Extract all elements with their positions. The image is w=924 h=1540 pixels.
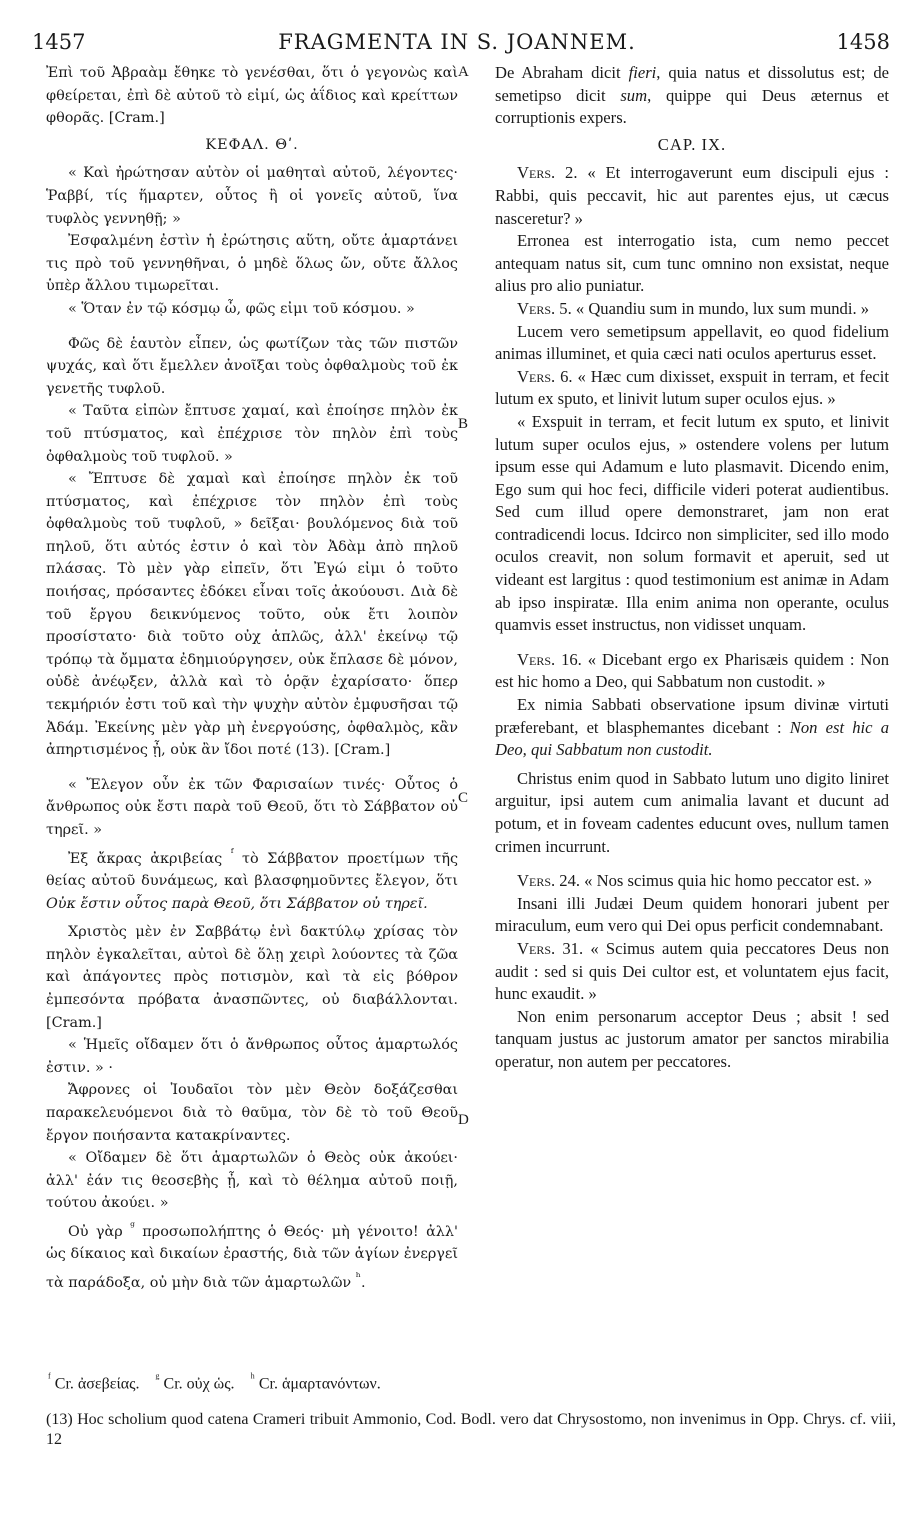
page-header [24, 30, 890, 56]
greek-column [46, 62, 458, 1294]
latin-paragraph: Ex nimia Sabbati observatione ipsum divinæ virtuti præferebant, et blasphemantes dicebant : Non est hic a Deo, qui Sabbatum non custodit. [495, 695, 889, 760]
latin-paragraph: Insani illi Judæi Deum quidem honorari jubent per miraculum, eum vero qui Dei opus perficit condemnabant. [495, 893, 889, 936]
margin-letter-d: D [458, 1112, 469, 1128]
footnote: (13) Hoc scholium quod catena Crameri tribuit Ammonio, Cod. Bodl. vero dat Chrysostomo, non invenimus in Opp. Chrys. cf. viii, 12 [46, 1411, 896, 1448]
page-number-left: 1457 [32, 30, 86, 54]
greek-paragraph: « Ἔπτυσε δὲ χαμαὶ καὶ ἐποίησε πηλὸν ἐκ τοῦ πτύσματος, καὶ ἐπέχρισε τὸν πηλὸν ἐπὶ τοὺς ὀφθαλμοὺς τοῦ τυφλοῦ, » δεῖξαι· βουλόμενος διὰ τοῦ πηλοῦ, ὅτι αὐτός ἐστιν ὁ καὶ τὸν Ἀδὰμ ἀπὸ πηλοῦ πλάσας. Τὸ μὲν γὰρ εἰπεῖν, ὅτι Ἐγώ εἰμι ὁ τοῦτο ποιήσας, πρόσαντες ἐδόκει εἶναι τοῖς ἀκούουσι. Διὰ δὲ τοῦ ἔργου δεικνύμενος τοῦτο, οὐκ ἔτι λοιπὸν προσίστατο· διὰ τοῦτο οὐχ ἁπλῶς, ἀλλ' ἐκείνῳ τῷ τρόπῳ τὰ ὄμματα ἐδημιούργησεν, οὐκ ἔπλασε δὲ μόνον, οὐδὲ ἀνέῳξεν, ἀλλὰ καὶ τὸ ὁρᾷν ἐχαρίσατο· ὅπερ τεκμήριόν ἐστι τοῦ καὶ τὴν ψυχὴν αὐτὸν ἐμφυσῆσαι τῷ Ἀδάμ. Ἐκείνης μὲν γὰρ μὴ ἐνεργούσης, ὀφθαλμὸς, κἂν ἀπηρτισμένος ᾖ, οὐκ ἂν ἴδοι ποτέ (13). [Cram.] [46, 471, 458, 759]
latin-verse: Vers. 6. « Hæc cum dixisset, exspuit in terram, et fecit lutum ex sputo, et linivit lutum super oculos ejus. » [495, 366, 890, 409]
greek-paragraph: « Ἔλεγον οὖν ἐκ τῶν Φαρισαίων τινές· Οὗτος ὁ ἄνθρωπος οὐκ ἔστι παρὰ τοῦ Θεοῦ, ὅτι τὸ Σάββατον οὐ τηρεῖ. » [46, 776, 458, 838]
greek-paragraph: Ἐξ ἄκρας ἀκριβείας $^ᶠ$ τὸ Σάββατον προετίμων τῆς θείας αὐτοῦ δυνάμεως, καὶ βλασφημοῦντες ἔλεγον, ὅτι Οὐκ ἔστιν οὗτος παρὰ Θεοῦ, ὅτι Σάββατον οὐ τηρεῖ. [46, 845, 458, 912]
greek-paragraph: Ἐσφαλμένη ἐστὶν ἡ ἐρώτησις αὕτη, οὔτε ἁμαρτάνει τις πρὸ τοῦ γεννηθῆναι, ὁ μηδὲ ὅλως ὤν, οὔτε ἄλλος ὑπὲρ ἄλλου τιμωρεῖται. [46, 233, 458, 295]
latin-column [495, 62, 889, 1074]
greek-paragraph: « Ἡμεῖς οἴδαμεν ὅτι ὁ ἄνθρωπος οὗτος ἁμαρτωλός ἐστιν. » · [46, 1037, 458, 1076]
running-title: FRAGMENTA IN S. JOANNEM. [278, 30, 636, 54]
latin-paragraph: Lucem vero semetipsum appellavit, eo quod fidelium animas illuminet, et quia cæci nati oculos aperturus esset. [495, 321, 889, 364]
greek-chapter-heading: ΚΕΦΑΛ. Θʹ. [205, 136, 299, 153]
margin-letter-b: B [458, 416, 469, 432]
greek-paragraph: Ἐπὶ τοῦ Ἀβραὰμ ἔθηκε τὸ γενέσθαι, ὅτι ὁ γεγονὼς καὶ φθείρεται, ἐπὶ δὲ αὐτοῦ τὸ εἰμί, ὡς ἀΐδιος καὶ κρείττων φθορᾶς. [Cram.] [46, 65, 458, 127]
latin-paragraph: De Abraham dicit fieri, quia natus et dissolutus est; de semetipso dicit sum, quippe qui Deus æternus et corruptionis expers. [495, 63, 889, 128]
textual-notes: $^ᶠ$ Cr. ἀσεβείας. $^ᵍ$ Cr. οὐχ ὡς. $^ʰ$ Cr. ἁμαρτανόντων. [48, 1370, 381, 1393]
latin-verse: Vers. 31. « Scimus autem quia peccatores Deus non audit : sed si quis Dei cultor est, et voluntatem ejus facit, hunc exaudit. » [495, 938, 890, 1004]
page-number-right: 1458 [836, 30, 890, 54]
greek-paragraph: « Ταῦτα εἰπὼν ἔπτυσε χαμαί, καὶ ἐποίησε πηλὸν ἐκ τοῦ πτύσματος, καὶ ἐπέχρισε τὸν πηλὸν ἐπὶ τοὺς ὀφθαλμοὺς τοῦ τυφλοῦ. » [46, 403, 458, 465]
latin-paragraph: Non enim personarum acceptor Deus ; absit ! sed tanquam justus ac justorum amator per sanctos mirabilia operatur, non autem per peccatores. [495, 1006, 889, 1071]
margin-letter-a: A [458, 64, 469, 80]
greek-paragraph: Χριστὸς μὲν ἐν Σαββάτῳ ἑνὶ δακτύλῳ χρίσας τὸν πηλὸν ἐγκαλεῖται, αὐτοὶ δὲ ὅλῃ χειρὶ λούοντες τὰ ζῶα καὶ ἀπάγοντες πρὸς ποτισμὸν, καὶ τὰ εἰς βόθρον ἐμπεσόντα πρόβατα ἀνασπῶντες, οὐ διαβάλλονται. [Cram.] [46, 924, 458, 1031]
greek-paragraph: Φῶς δὲ ἑαυτὸν εἶπεν, ὡς φωτίζων τὰς τῶν πιστῶν ψυχάς, καὶ ὅτι ἔμελλεν ἀνοῖξαι τοὺς ὀφθαλμοὺς τοῦ ἐκ γενετῆς τυφλοῦ. [46, 335, 458, 397]
greek-paragraph: Οὐ γὰρ $^ᵍ$ προσωπολήπτης ὁ Θεός· μὴ γένοιτο! ἀλλ' ὡς δίκαιος καὶ δικαίων ἐραστής, διὰ τῶν ἁγίων ἐνεργεῖ τὰ παράδοξα, οὐ μὴν διὰ τῶν ἁμαρτωλῶν $^ʰ$. [46, 1218, 458, 1291]
latin-paragraph: « Exspuit in terram, et fecit lutum ex sputo, et linivit lutum super oculos ejus, » ostendere volens per lutum ipsum esse qui Adamum e luto plasmavit. Dicendo enim, Ego sum qui hoc feci, difficile videri poterat audientibus. Sed cum illud opere demonstraret, jam non erat contradicendi locus. Idcirco non simpliciter, sed illo modo oculos creavit, non solum formavit et aperuit, sed ut videant est largitus : quod testimonium est animæ in Adam ab ipso inspiratæ. Illa enim anima non operante, oculus quamvis esset instructus, non vidisset unquam. [495, 411, 889, 635]
greek-paragraph: « Ὅταν ἐν τῷ κόσμῳ ὦ, φῶς εἰμι τοῦ κόσμου. » [68, 300, 415, 317]
latin-verse: Vers. 16. « Dicebant ergo ex Pharisæis quidem : Non est hic homo a Deo, qui Sabbatum non custodit. » [495, 649, 889, 692]
greek-paragraph: Ἄφρονες οἱ Ἰουδαῖοι τὸν μὲν Θεὸν δοξάζεσθαι παρακελευόμενοι διὰ τὸ θαῦμα, τὸν δὲ τὸ τοῦ Θεοῦ ἔργον ποιήσαντα κατακρίναντες. [46, 1082, 458, 1144]
latin-paragraph: Christus enim quod in Sabbato lutum uno digito liniret arguitur, ipsi autem cum animalia lavant et ducunt ad potum, et in foveam cadentes educunt oves, nullum tamen crimen incurrunt. [495, 768, 889, 856]
greek-paragraph: « Καὶ ἠρώτησαν αὐτὸν οἱ μαθηταὶ αὐτοῦ, λέγοντες· Ῥαββί, τίς ἥμαρτεν, οὗτος ἢ οἱ γονεῖς αὐτοῦ, ἵνα τυφλὸς γεννηθῇ; » [46, 165, 458, 227]
greek-paragraph: « Οἴδαμεν δὲ ὅτι ἁμαρτωλῶν ὁ Θεὸς οὐκ ἀκούει· ἀλλ' ἐάν τις θεοσεβὴς ᾖ, καὶ τὸ θέλημα αὐτοῦ ποιῇ, τούτου ἀκούει. » [46, 1150, 458, 1212]
latin-verse: Vers. 2. « Et interrogaverunt eum discipuli ejus : Rabbi, quis peccavit, hic aut parentes ejus, ut cæcus nasceretur? » [495, 163, 889, 228]
latin-paragraph: Erronea est interrogatio ista, cum nemo peccet antequam natus sit, cum tunc omnino non exsistat, neque alius pro alio puniatur. [495, 231, 889, 296]
latin-verse: Vers. 5. « Quandiu sum in mundo, lux sum mundi. » [517, 298, 870, 318]
latin-verse: Vers. 24. « Nos scimus quia hic homo peccator est. » [517, 871, 873, 891]
latin-chapter-heading: CAP. IX. [657, 134, 727, 154]
margin-letter-c: C [458, 790, 469, 806]
